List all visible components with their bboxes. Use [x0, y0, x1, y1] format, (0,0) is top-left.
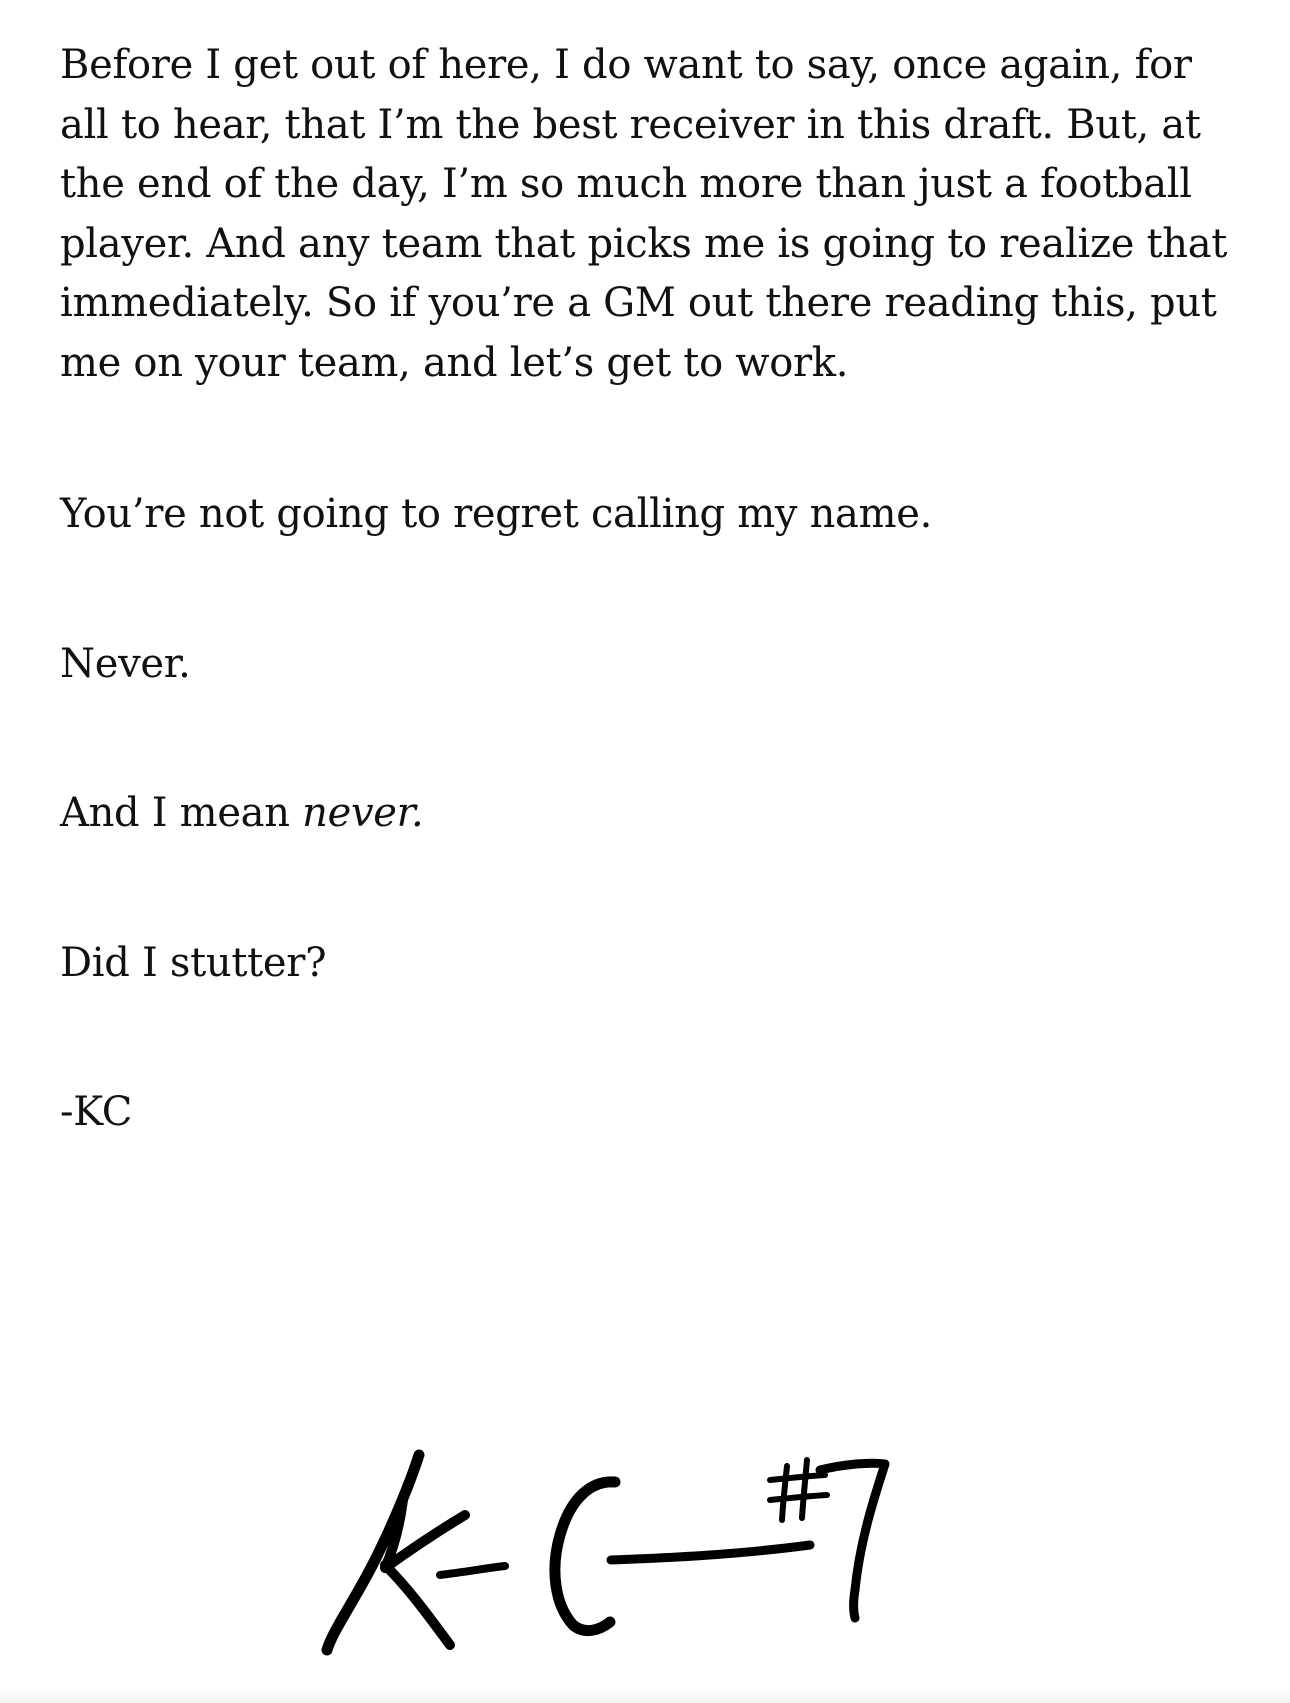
signature-k-arm [385, 1500, 465, 1568]
signature-hash-h2 [770, 1495, 827, 1500]
paragraph-stutter: Did I stutter? [60, 939, 327, 986]
signature-drawing [315, 1440, 975, 1665]
mean-never-emphasis: never. [302, 790, 424, 836]
signature-dash-1 [440, 1566, 505, 1575]
letter-body [60, 36, 1240, 1233]
signature-hash-v1 [782, 1466, 787, 1520]
bottom-edge-fade [0, 1689, 1290, 1703]
paragraph-intro: Before I get out of here, I do want to say, once again, for all to hear, that I’m the best receiver in this draft. But, at the end of the day, I’m so much more than just a football player. And any team that picks me is going to realize that immediately. So if you’re a GM out there reading this, put me on your team, and let’s get to work. [60, 42, 1228, 386]
signature-seven [820, 1463, 885, 1618]
signoff: -KC [60, 1089, 133, 1135]
signature-hash-h1 [770, 1475, 825, 1480]
paragraph-regret: You’re not going to regret calling my name. [60, 491, 933, 537]
signature-dash-2 [611, 1545, 810, 1560]
mean-never-prefix: And I mean [60, 790, 303, 836]
paragraph-mean-never [60, 784, 1240, 844]
paragraph-never: Never. [60, 640, 191, 687]
handwritten-signature [315, 1440, 975, 1665]
signature-hash-v2 [802, 1460, 807, 1518]
signature-c [555, 1482, 615, 1631]
